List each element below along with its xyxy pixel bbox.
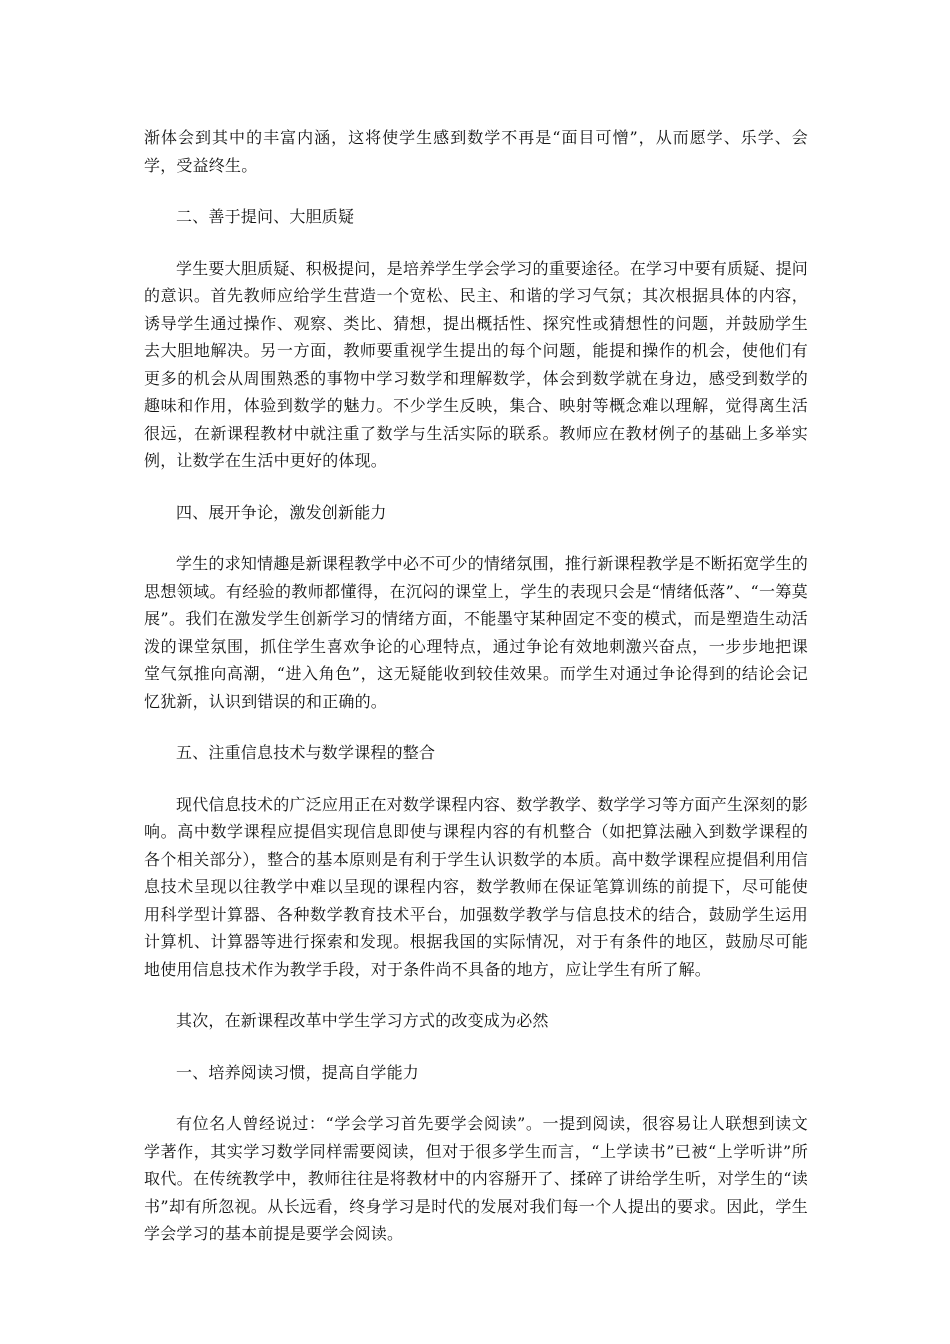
paragraph-continuation: 渐体会到其中的丰富内涵，这将使学生感到数学不再是“面目可憎”，从而愿学、乐学、会学，受益终生。 [144,128,808,175]
section-heading-learning-style: 其次，在新课程改革中学生学习方式的改变成为必然 [176,1011,549,1030]
paragraph-reading-habits: 有位名人曾经说过：“学会学习首先要学会阅读”。一提到阅读，很容易让人联想到读文学著作，其实学习数学同样需要阅读，但对于很多学生而言，“上学读书”已被“上学听讲”所取代。在传统教学中，教师往往是将教材中的内容掰开了、揉碎了讲给学生听，对学生的“读书”却有所忽视。从长远看，终身学习是时代的发展对我们每一个人提出的要求。因此，学生学会学习的基本前提是要学会阅读。 [144,1114,808,1243]
paragraph-questioning: 学生要大胆质疑、积极提问，是培养学生学会学习的重要途径。在学习中要有质疑、提问的意识。首先教师应给学生营造一个宽松、民主、和谐的学习气氛；其次根据具体的内容，诱导学生通过操作、观察、类比、猜想，提出概括性、探究性或猜想性的问题，并鼓励学生去大胆地解决。另一方面，教师要重视学生提出的每个问题，能提和操作的机会，使他们有更多的机会从周围熟悉的事物中学习数学和理解数学，体会到数学就在身边，感受到数学的趣味和作用，体验到数学的魅力。不少学生反映，集合、映射等概念难以理解，觉得离生活很远，在新课程教材中就注重了数学与生活实际的联系。教师应在教材例子的基础上多举实例，让数学在生活中更好的体现。 [144,258,808,470]
section-heading-it-integration: 五、注重信息技术与数学课程的整合 [176,743,436,762]
section-heading-debate: 四、展开争论，激发创新能力 [176,502,387,522]
paragraph-it-integration: 现代信息技术的广泛应用正在对数学课程内容、数学教学、数学学习等方面产生深刻的影响。高中数学课程应提倡实现信息即使与课程内容的有机整合（如把算法融入到数学课程的各个相关部分），整合的基本原则是有利于学生认识数学的本质。高中数学课程应提倡利用信息技术呈现以往教学中难以呈现的课程内容，数学教师在保证笔算训练的前提下，尽可能使用科学型计算器、各种数学教育技术平台，加强数学教学与信息技术的结合，鼓励学生运用计算机、计算器等进行探索和发现。根据我国的实际情况，对于有条件的地区，鼓励尽可能地使用信息技术作为教学手段，对于条件尚不具备的地方，应让学生有所了解。 [144,794,808,979]
document-page [144,124,808,1272]
section-heading-questioning: 二、善于提问、大胆质疑 [176,207,355,226]
paragraph-debate: 学生的求知情趣是新课程教学中必不可少的情绪氛围，推行新课程教学是不断拓宽学生的思想领域。有经验的教师都懂得，在沉闷的课堂上，学生的表现只会是“情绪低落”、“一筹莫展”。我们在激发学生创新学习的情绪方面，不能墨守某种固定不变的模式，而是塑造生动活泼的课堂氛围，抓住学生喜欢争论的心理特点，通过争论有效地刺激兴奋点，一步步地把课堂气氛推向高潮，“进入角色”，这无疑能收到较佳效果。而学生对通过争论得到的结论会记忆犹新，认识到错误的和正确的。 [144,554,808,711]
section-heading-reading-habits: 一、培养阅读习惯，提高自学能力 [176,1062,420,1082]
